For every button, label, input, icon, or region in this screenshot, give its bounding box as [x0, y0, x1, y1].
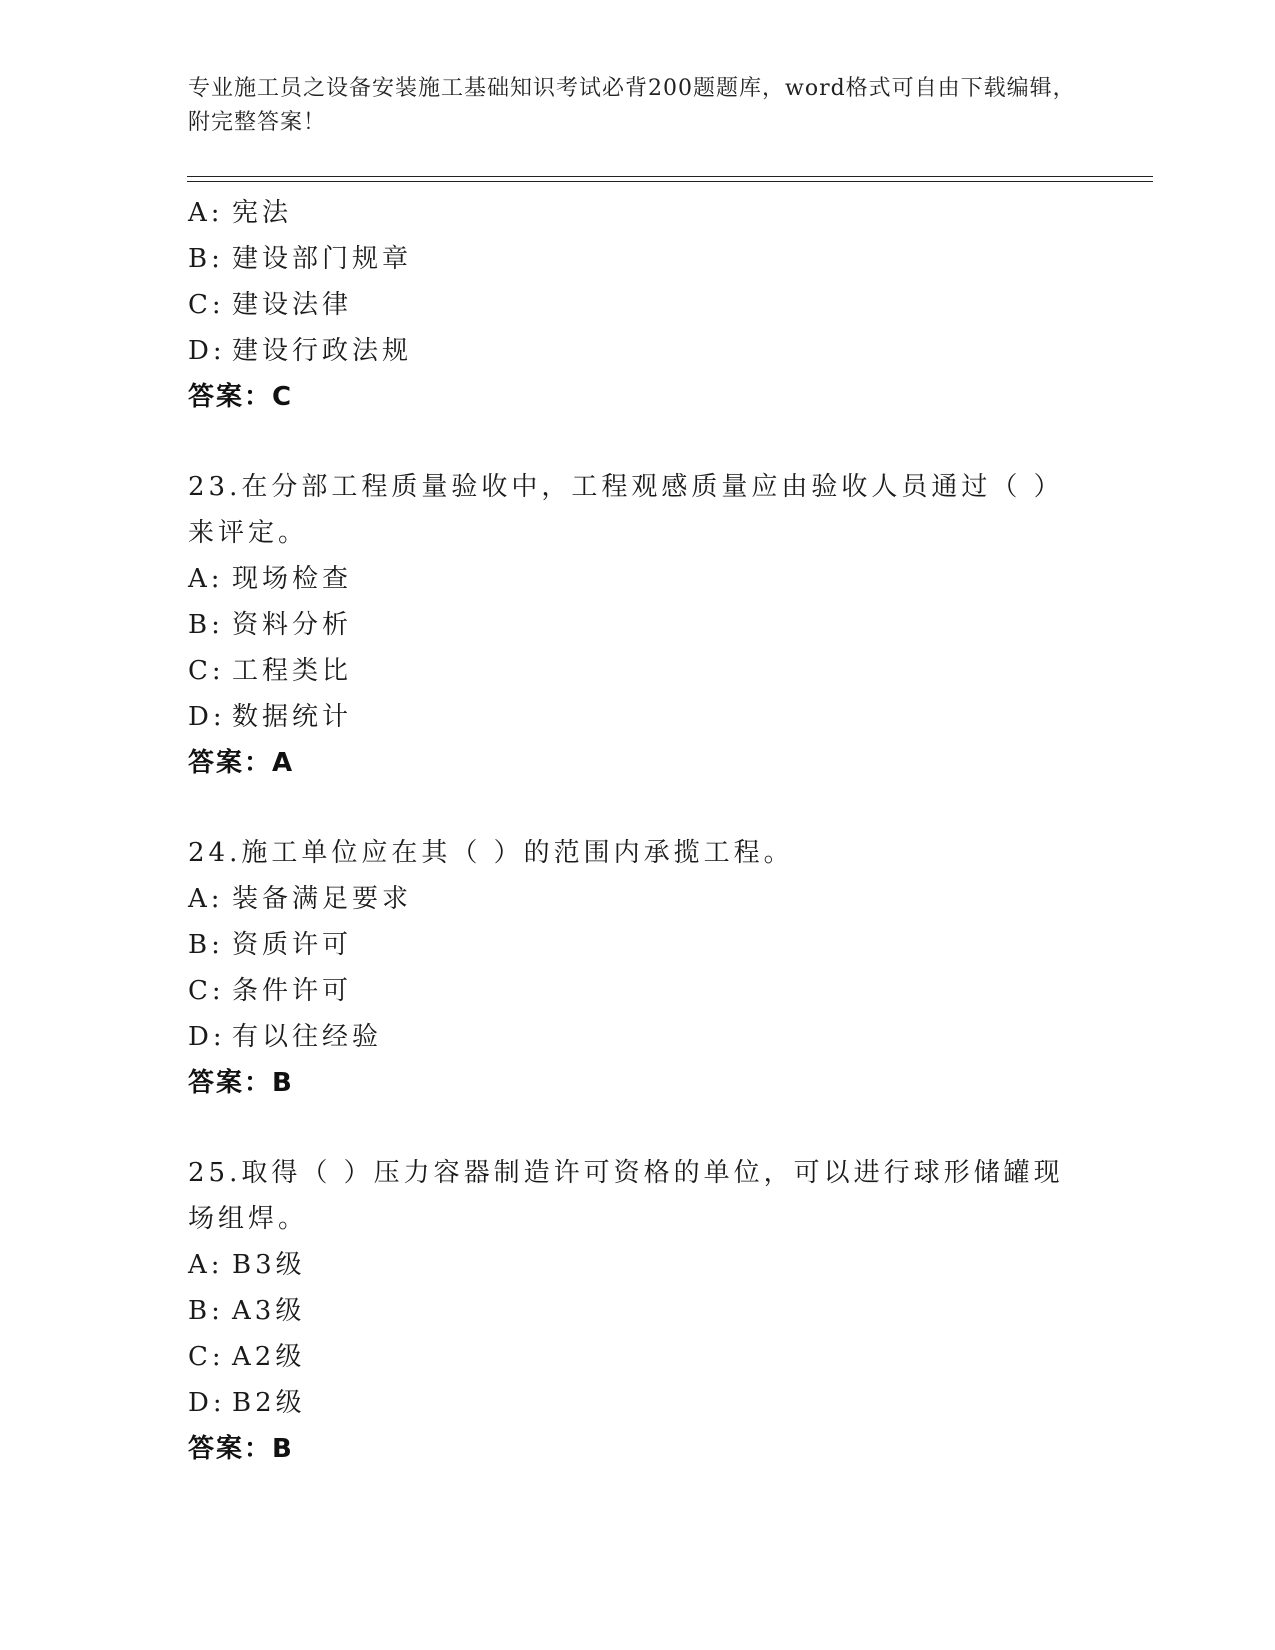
option-label: D: — [188, 336, 226, 366]
option-text: B3级 — [232, 1250, 306, 1280]
option-label: C: — [188, 290, 225, 320]
option-label: C: — [188, 976, 225, 1006]
answer-line: 答案：B — [188, 1068, 294, 1098]
header-divider-top — [187, 176, 1153, 177]
option-label: A: — [188, 198, 224, 228]
spacer — [188, 786, 1088, 830]
question-23 — [188, 464, 1088, 786]
option-text: 资料分析 — [232, 610, 353, 640]
answer-line: 答案：C — [188, 382, 294, 412]
option-text: 装备满足要求 — [232, 884, 413, 914]
option-label: D: — [188, 702, 226, 732]
option-text: B2级 — [232, 1388, 306, 1418]
header-divider-bottom — [187, 181, 1153, 182]
option-text: A3级 — [232, 1296, 306, 1326]
option-a — [188, 190, 1088, 236]
option-a — [188, 556, 1088, 602]
option-d — [188, 1380, 1088, 1426]
option-label: B: — [188, 1296, 224, 1326]
answer-line: 答案：B — [188, 1434, 294, 1464]
question-24 — [188, 830, 1088, 1106]
option-d — [188, 694, 1088, 740]
option-text: 资质许可 — [232, 930, 353, 960]
option-label: B: — [188, 610, 224, 640]
option-b — [188, 1288, 1088, 1334]
option-d — [188, 328, 1088, 374]
option-label: B: — [188, 930, 224, 960]
option-text: 条件许可 — [232, 976, 353, 1006]
option-b — [188, 602, 1088, 648]
option-c — [188, 968, 1088, 1014]
option-text: 建设行政法规 — [232, 336, 413, 366]
option-label: B: — [188, 244, 224, 274]
option-label: A: — [188, 884, 224, 914]
option-text: 建设部门规章 — [232, 244, 413, 274]
answer-line: 答案：A — [188, 748, 295, 778]
spacer — [188, 1106, 1088, 1150]
option-a — [188, 876, 1088, 922]
option-text: 工程类比 — [232, 656, 353, 686]
option-label: D: — [188, 1388, 226, 1418]
question-stem: 23.在分部工程质量验收中，工程观感质量应由验收人员通过（ ）来评定。 — [188, 472, 1064, 548]
option-c — [188, 1334, 1088, 1380]
option-d — [188, 1014, 1088, 1060]
option-text: A2级 — [232, 1342, 306, 1372]
option-text: 宪法 — [232, 198, 293, 228]
option-text: 数据统计 — [232, 702, 353, 732]
question-stem: 25.取得（ ）压力容器制造许可资格的单位，可以进行球形储罐现场组焊。 — [188, 1158, 1064, 1234]
option-a — [188, 1242, 1088, 1288]
question-content — [188, 190, 1088, 1472]
option-label: C: — [188, 656, 225, 686]
option-label: C: — [188, 1342, 225, 1372]
option-label: A: — [188, 564, 224, 594]
option-text: 建设法律 — [232, 290, 353, 320]
option-label: D: — [188, 1022, 226, 1052]
option-b — [188, 236, 1088, 282]
question-partial — [188, 190, 1088, 420]
question-25 — [188, 1150, 1088, 1472]
option-c — [188, 648, 1088, 694]
option-b — [188, 922, 1088, 968]
document-header: 专业施工员之设备安装施工基础知识考试必背200题题库，word格式可自由下载编辑，附完整答案！ — [188, 76, 1076, 135]
option-label: A: — [188, 1250, 224, 1280]
option-text: 有以往经验 — [232, 1022, 383, 1052]
spacer — [188, 420, 1088, 464]
question-stem: 24.施工单位应在其（ ）的范围内承揽工程。 — [188, 838, 794, 868]
option-text: 现场检查 — [232, 564, 353, 594]
option-c — [188, 282, 1088, 328]
